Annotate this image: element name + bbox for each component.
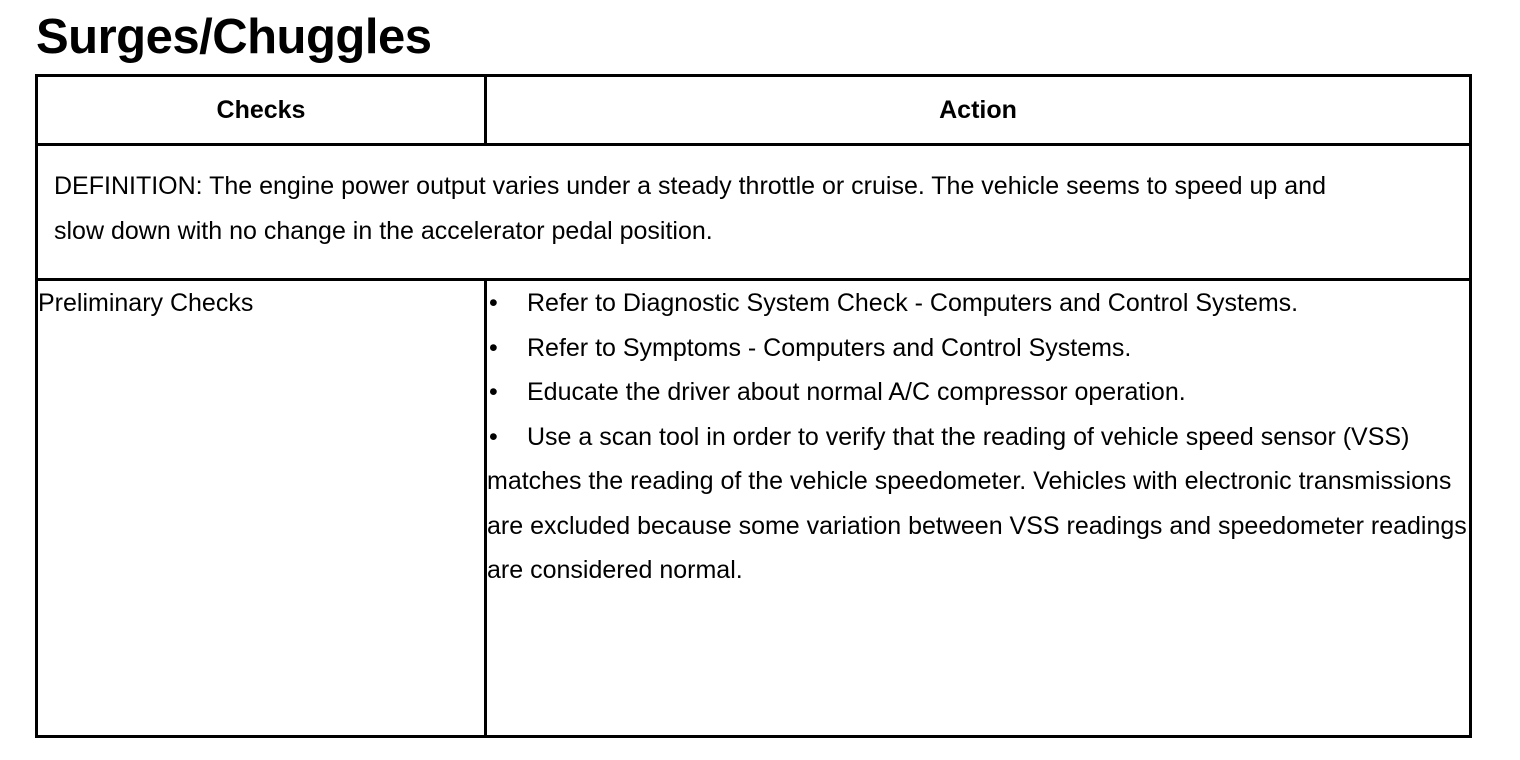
table-header-row <box>37 76 1471 145</box>
bullet-icon: • <box>489 333 498 362</box>
page-title: Surges/Chuggles <box>36 10 432 64</box>
action-item <box>487 326 1469 371</box>
column-header-action: Action <box>486 76 1471 145</box>
bullet-icon: • <box>489 378 498 406</box>
action-item <box>487 281 1469 326</box>
action-cell <box>486 280 1471 737</box>
check-cell: Preliminary Checks <box>37 280 486 737</box>
action-item-text: Educate the driver about normal A/C compressor operation. <box>527 378 1186 406</box>
action-item <box>487 415 1469 593</box>
action-item-text: Use a scan tool in order to verify that the reading of vehicle speed sensor (VSS) matches the reading of the vehicle speedometer. Vehicles with electronic transmissions are excluded because some variation between VSS readings and speedometer readings are considered normal. <box>487 422 1467 584</box>
definition-text: DEFINITION: The engine power output varies under a steady throttle or cruise. The vehicle seems to speed up and slow down with no change in the accelerator pedal position. <box>37 145 1471 280</box>
bullet-icon: • <box>489 289 498 317</box>
definition-row <box>37 145 1471 280</box>
action-item-text: Refer to Diagnostic System Check - Computers and Control Systems. <box>527 289 1299 317</box>
column-header-checks: Checks <box>37 76 486 145</box>
bullet-icon: • <box>489 422 498 451</box>
action-item-text: Refer to Symptoms - Computers and Control Systems. <box>527 333 1132 362</box>
diagnostic-table <box>35 74 1472 738</box>
table-row <box>37 280 1471 737</box>
action-item <box>487 370 1469 415</box>
